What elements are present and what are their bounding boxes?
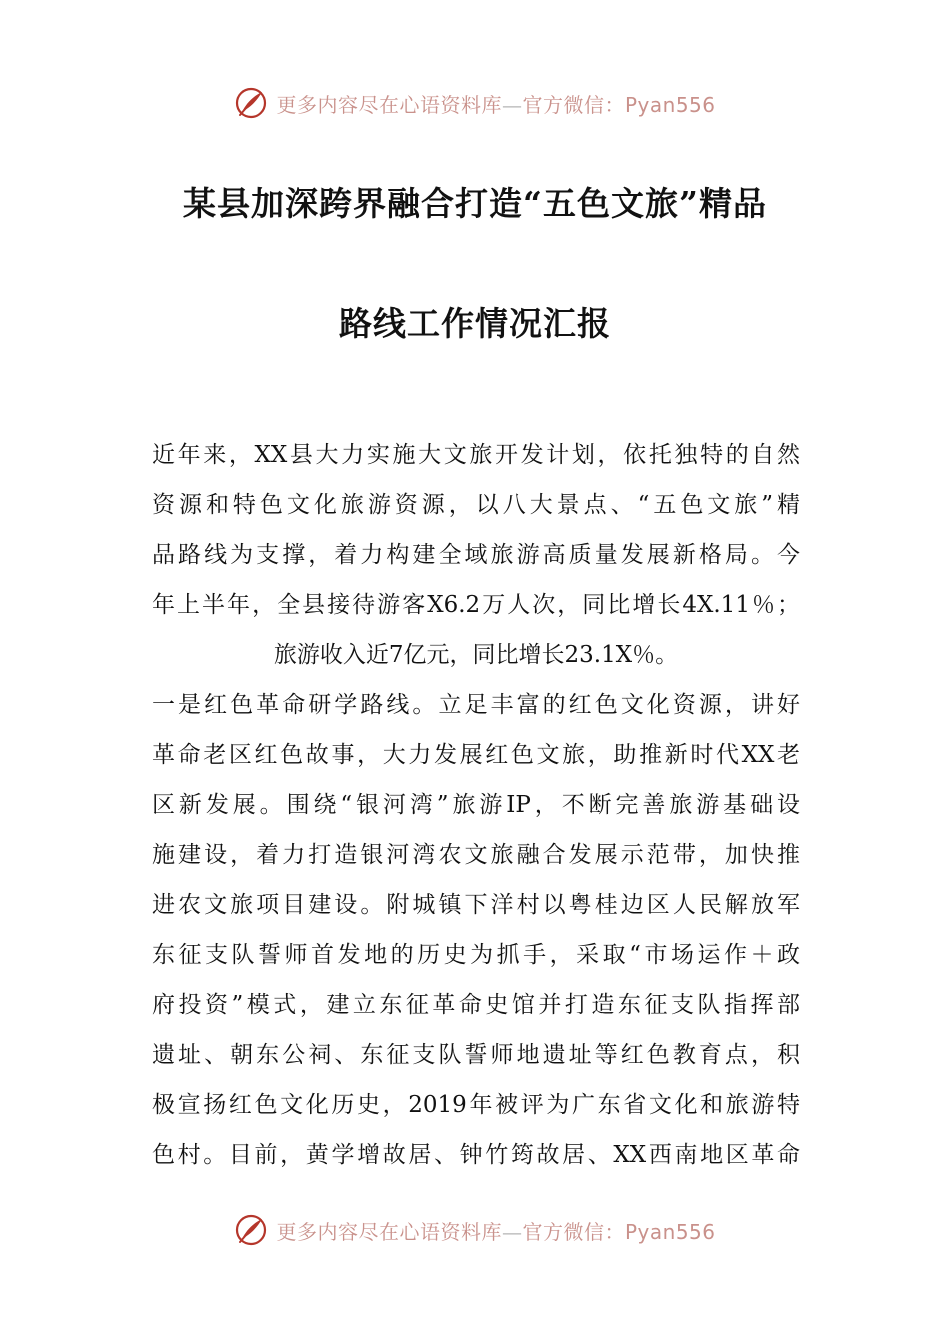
body-line: 东征支队誓师首发地的历史为抓手，采取“市场运作＋政 <box>152 942 800 968</box>
watermark-text: 更多内容尽在心语资料库—官方微信：Pyan556 <box>276 92 716 117</box>
body-line: 区新发展。围绕“银河湾”旅游IP，不断完善旅游基础设 <box>152 792 800 818</box>
body-line: 府投资”模式，建立东征革命史馆并打造东征支队指挥部 <box>152 992 800 1018</box>
body-line: 年上半年，全县接待游客X6.2万人次，同比增长4X.11％； <box>152 592 800 618</box>
quill-logo-icon <box>234 86 268 120</box>
body-line: 品路线为支撑，着力构建全域旅游高质量发展新格局。今 <box>152 542 800 568</box>
body-line: 色村。目前，黄学增故居、钟竹筠故居、XX西南地区革命 <box>152 1142 800 1168</box>
watermark-text: 更多内容尽在心语资料库—官方微信：Pyan556 <box>276 1219 716 1244</box>
body-line: 遗址、朝东公祠、东征支队誓师地遗址等红色教育点，积 <box>152 1042 800 1068</box>
header-watermark <box>0 83 950 123</box>
body-line: 极宣扬红色文化历史，2019年被评为广东省文化和旅游特 <box>152 1092 800 1118</box>
body-line: 施建设，着力打造银河湾农文旅融合发展示范带，加快推 <box>152 842 800 868</box>
document-title-line-1: 某县加深跨界融合打造“五色文旅”精品 <box>183 184 767 223</box>
body-line: 资源和特色文化旅游资源，以八大景点、“五色文旅”精 <box>152 492 800 518</box>
body-line: 旅游收入近7亿元，同比增长23.1X％。 <box>273 642 679 668</box>
body-line: 进农文旅项目建设。附城镇下洋村以粤桂边区人民解放军 <box>152 892 800 918</box>
footer-watermark <box>0 1210 950 1250</box>
document-body <box>152 430 800 1180</box>
body-line: 一是红色革命研学路线。立足丰富的红色文化资源，讲好 <box>152 692 800 718</box>
quill-logo-icon <box>234 1213 268 1247</box>
body-line: 革命老区红色故事，大力发展红色文旅，助推新时代XX老 <box>152 742 800 768</box>
body-line: 近年来，XX县大力实施大文旅开发计划，依托独特的自然 <box>152 442 800 468</box>
document-title-line-2: 路线工作情况汇报 <box>339 304 611 343</box>
